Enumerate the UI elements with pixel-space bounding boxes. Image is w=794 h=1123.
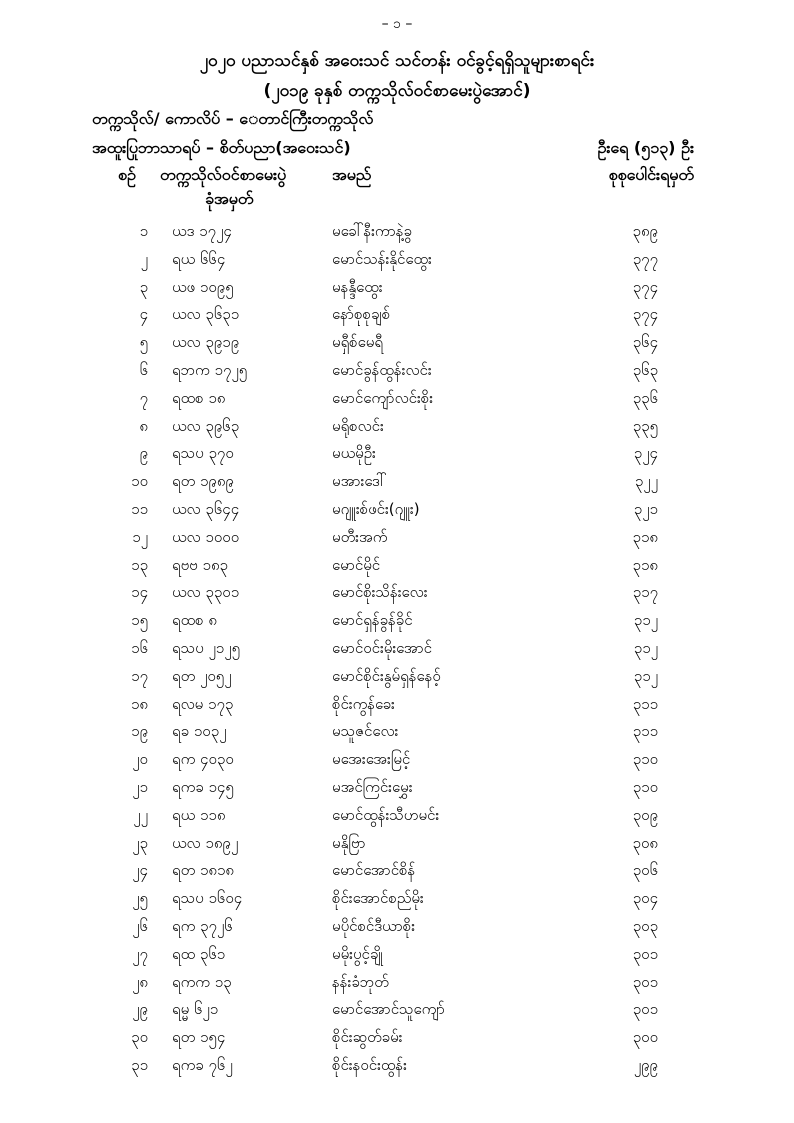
roll-number: ယလ ၁၈၉၂ [172,833,239,852]
table-row [0,722,794,750]
row-number: ၂၈ [132,972,148,991]
roll-number: ရကခ ၇၆၂ [172,1055,233,1074]
roll-number: ရခ ၁၀၃၂ [172,722,227,741]
university-line: တက္ကသိုလ်/ ကောလိပ် – ‌ေတာင်ကြီးတက္ကသိုလ် [92,109,374,128]
student-name: မနိုဗြာ [332,833,366,852]
student-name: မောင်သန်းနိုင်ထွေး [332,249,432,268]
table-row [0,945,794,973]
roll-number: ရသပ ၁၆၀၄ [172,889,243,908]
total-marks: ၃၁၀ [632,750,658,769]
table-row [0,973,794,1001]
row-number: ၂ [140,249,148,268]
table-row [0,1000,794,1028]
table-row [0,583,794,611]
total-marks: ၃၈၉ [632,222,658,240]
total-marks: ၃၀၁ [632,944,658,963]
student-name: မအားဒေါ် [332,472,387,491]
roll-number: ရမ္မ ၆၂၁ [172,1000,219,1019]
row-number: ၁၀ [131,472,148,491]
student-name: မောင်ထွန်းသီဟမင်း [332,805,440,824]
total-marks: ၃၃၅ [632,416,658,435]
total-marks: ၃၀၆ [632,861,658,880]
student-name: မရှီစ်မေရီ [332,333,383,352]
total-marks: ၃၀၁ [632,1000,658,1019]
table-row [0,917,794,945]
total-count: ဦးရေ (၅၁၃) ဦး [597,138,694,157]
roll-number: ရတ ၁၉၈၉ [172,472,234,491]
total-marks: ၃၇၄ [632,305,658,324]
total-marks: ၃၁၁ [632,694,658,713]
table-row [0,834,794,862]
student-name: စိုင်းအောင်စည်မိုး [332,889,424,908]
row-number: ၂၆ [132,916,148,935]
table-row [0,417,794,445]
table-row [0,861,794,889]
table-row [0,695,794,723]
row-number: ၂၄ [132,861,148,880]
table-row [0,1028,794,1056]
student-name: စိုင်းကွန်ခေး [332,694,395,713]
row-number: ၁၂ [132,527,148,546]
student-name: မသူဇင်လေး [332,722,399,741]
student-name: မောင်အောင်သူကျော် [332,1000,445,1019]
table-row [0,500,794,528]
roll-number: ယလ ၁၀၀၀ [172,527,240,546]
total-marks: ၃၇၄ [632,277,658,296]
row-number: ၁၅ [131,611,148,630]
student-name: မရိုစလင်း [332,416,384,435]
student-name: စိုင်းဆွတ်ခမ်း [332,1028,403,1047]
table-row [0,222,794,250]
roll-number: ရဘက ၁၇၂၅ [172,360,248,379]
column-header-no: စဉ် [118,165,136,184]
total-marks: ၃၁၀ [632,777,658,796]
student-name: မောင်ရှန်ခွန်ခိုင် [332,611,413,630]
total-marks: ၂၉၉ [633,1055,658,1074]
document-title: ၂၀၂၀ ပညာသင်နှစ် အဝေးသင် သင်တန်း ဝင်ခွင့်ရရှိသူများစာရင်း [199,51,595,71]
student-name: မခေါ်နီးကာနဲ့ခွ [332,222,412,240]
row-number: ၇ [139,388,148,407]
total-marks: ၃၀၁ [632,972,658,991]
table-row [0,389,794,417]
row-number: ၃၀ [131,1028,148,1047]
student-name: မအေးအေးမြင့် [332,750,411,769]
row-number: ၂၇ [132,944,148,963]
row-number: ၂၀ [132,750,148,769]
student-name: မောင်ကျော်လင်းစိုး [332,388,434,407]
column-header-roll: တက္ကသိုလ်ဝင်စာမေးပွဲ [160,165,287,184]
roll-number: ရယ ၆၆၄ [172,249,226,268]
student-name: မောင်အောင်စိန် [332,861,416,880]
total-marks: ၃၇၇ [632,249,658,268]
roll-number: ယဒ ၁၇၂၄ [172,222,232,240]
row-number: ၁၉ [131,722,148,741]
roll-number: ရဗဗ ၁၈၃ [172,555,228,574]
row-number: ၃၁ [131,1055,148,1074]
total-marks: ၃၁၈ [632,527,658,546]
total-marks: ၃၁၇ [632,583,658,602]
total-marks: ၃၀၃ [632,916,658,935]
student-name: မောင်စိုးသိန်းလေး [332,583,428,602]
row-number: ၁၆ [131,638,148,657]
roll-number: ယလ ၃၆၄၄ [172,499,240,518]
table-row [0,278,794,306]
table-row [0,1056,794,1084]
roll-number: ရယ ၁၁၈ [172,805,226,824]
total-marks: ၃၆၃ [632,360,658,379]
student-name: မဂျူးစ်ဖင်း(ဂျူး) [332,499,420,518]
table-row [0,611,794,639]
student-name: နော်စုစုချစ် [332,305,391,324]
column-header-name: အမည် [332,165,372,184]
row-number: ၂၁ [132,777,148,796]
student-name: မအင်ကြင်းမွှေး [332,777,413,796]
total-marks: ၃၁၈ [632,555,658,574]
table-row [0,472,794,500]
roll-number: ယလ ၃၉၆၃ [172,416,240,435]
row-number: ၂၃ [132,833,148,852]
student-name: မနန္ဒီထွေး [332,277,383,296]
row-number: ၁၁ [131,499,148,518]
row-number: ၂၂ [133,805,148,824]
row-number: ၆ [139,360,148,379]
student-name: စိုင်းနဝင်းထွန်း [332,1055,407,1074]
total-marks: ၃၁၂ [633,611,658,630]
document-subtitle: (၂၀၁၉ ခုနှစ် တက္ကသိုလ်ဝင်စာမေးပွဲအောင်) [263,81,531,101]
total-marks: ၃၀၀ [632,1028,658,1047]
row-number: ၁၇ [131,666,148,685]
row-number: ၅ [139,333,148,352]
table-row [0,361,794,389]
total-marks: ၃၃၆ [632,388,658,407]
row-number: ၉ [139,444,148,463]
table-row [0,889,794,917]
row-number: ၁ [139,222,148,240]
roll-number: ရထစ ၁၈ [172,388,226,407]
table-row [0,750,794,778]
column-header-marks: စုစုပေါင်းရမှတ် [608,165,694,184]
row-number: ၄ [139,305,148,324]
table-row [0,444,794,472]
table-row [0,806,794,834]
table-row [0,250,794,278]
roll-number: ရကက ၁၃ [172,972,232,991]
table-row [0,556,794,584]
roll-number: ရက ၄၀၃၀ [172,750,234,769]
student-name: မမိုးပွင့်ချို [332,944,383,963]
total-marks: ၃၆၄ [632,333,658,352]
roll-number: ယလ ၃၃၀၁ [172,583,240,602]
table-row [0,333,794,361]
roll-number: ရတ ၂၀၅၂ [172,666,232,685]
row-number: ၈ [139,416,148,435]
table-row [0,778,794,806]
row-number: ၁၈ [130,694,148,713]
table-row [0,639,794,667]
student-name: နန်းခံဘုတ် [332,972,389,991]
roll-number: ရထ ၃၆၁ [172,944,226,963]
student-name: မတီးအက် [332,527,388,546]
row-number: ၁၃ [131,555,148,574]
results-list [0,222,794,1084]
row-number: ၃ [139,277,148,296]
roll-number: ယဖ ၁၀၉၅ [172,277,234,296]
roll-number: ရလမ ၁၇၃ [172,694,234,713]
student-name: မောင်မိုင် [332,555,381,574]
table-row [0,667,794,695]
row-number: ၁၄ [131,583,148,602]
total-marks: ၃၂၂ [634,472,658,491]
column-header-roll-line2: ခုံအမှတ် [205,189,254,208]
total-marks: ၃၀၈ [632,833,658,852]
roll-number: ရတ ၁၅၄ [172,1028,226,1047]
page-number: – ၁ – [381,16,413,32]
roll-number: ရထစ ၈ [172,611,217,630]
table-row [0,528,794,556]
table-row [0,305,794,333]
total-marks: ၃၂၄ [633,444,658,463]
student-name: မောင်စိုင်းနွမ်ရှန်နေဝ့် [332,666,441,685]
roll-number: ရက ၃၇၂၆ [172,916,233,935]
row-number: ၂၉ [132,1000,148,1019]
total-marks: ၃၁၂ [633,666,658,685]
roll-number: ရသပ ၂၁၂၅ [172,638,241,657]
total-marks: ၃၀၉ [632,805,658,824]
total-marks: ၃၁၂ [633,638,658,657]
student-name: မပိုင်စင်ဒီယာစိုး [332,916,415,935]
student-name: မောင်ခွန်ထွန်းလင်း [332,360,432,379]
roll-number: ရတ ၁၈၁၈ [172,861,234,880]
roll-number: ယလ ၃၆၃၁ [172,305,240,324]
total-marks: ၃၀၄ [632,889,658,908]
roll-number: ရကခ ၁၄၅ [172,777,234,796]
student-name: မယမိုဦး [332,444,376,463]
major-subject: အထူးပြုဘာသာရပ် – စိတ်ပညာ(အဝေးသင်) [92,138,351,157]
row-number: ၂၅ [132,889,148,908]
student-name: မောင်ဝင်းမိုးအောင် [332,638,432,657]
roll-number: ယလ ၃၉၁၉ [172,333,240,352]
total-marks: ၃၁၁ [632,722,658,741]
total-marks: ၃၂၁ [633,499,658,518]
roll-number: ရသပ ၃၇၀ [172,444,234,463]
